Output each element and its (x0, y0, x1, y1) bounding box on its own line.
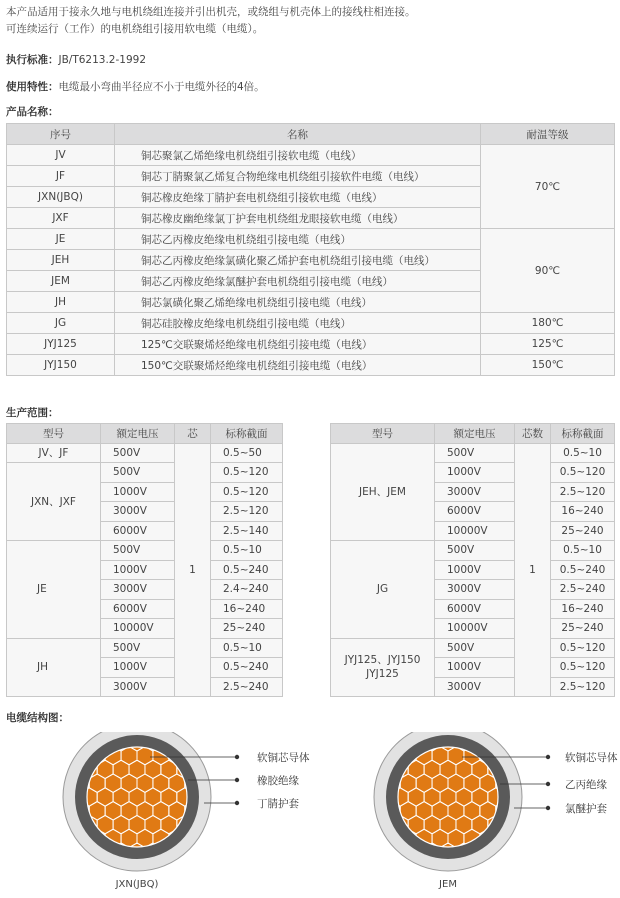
standard-label: 执行标准： (6, 54, 59, 66)
product-heading: 产品名称： (6, 106, 59, 118)
voltage-cell: 500V (101, 463, 175, 483)
voltage-cell: 3000V (435, 677, 515, 697)
structure-heading: 电缆结构图： (6, 712, 69, 724)
product-code: JE (7, 229, 115, 250)
standard-value: JB/T6213.2-1992 (58, 54, 147, 66)
section-cell: 25~240 (551, 619, 615, 639)
section-cell: 25~240 (551, 521, 615, 541)
model-line-1: JYJ125、JYJ150 (344, 654, 421, 667)
product-code: JV (7, 145, 115, 166)
voltage-cell: 1000V (101, 658, 175, 678)
section-cell: 2.4~240 (211, 580, 283, 600)
product-name: 铜芯聚氯乙烯绝缘电机绕组引接软电缆（电线） (115, 145, 481, 166)
intro-text (6, 4, 616, 38)
product-code: JH (7, 292, 115, 313)
label-insulation: 橡胶绝缘 (257, 775, 299, 787)
table-row (7, 355, 615, 376)
model-line-2: JYJ125 (366, 668, 399, 681)
voltage-cell: 6000V (435, 599, 515, 619)
header-core: 芯数 (515, 424, 551, 444)
section-cell: 0.5~50 (211, 443, 283, 463)
voltage-cell: 1000V (435, 658, 515, 678)
section-cell: 0.5~240 (551, 560, 615, 580)
product-code: JEH (7, 250, 115, 271)
section-cell: 2.5~240 (551, 580, 615, 600)
voltage-cell: 500V (101, 541, 175, 561)
section-cell: 0.5~10 (551, 541, 615, 561)
section-cell: 16~240 (551, 599, 615, 619)
model-cell: JE (7, 541, 101, 639)
voltage-cell: 500V (435, 443, 515, 463)
cable-left (63, 732, 211, 871)
section-cell: 2.5~140 (211, 521, 283, 541)
product-name: 铜芯硅胶橡皮绝缘电机绕组引接电缆（电线） (115, 313, 481, 334)
label-conductor: 软铜芯导体 (257, 752, 310, 764)
voltage-cell: 500V (101, 638, 175, 658)
header-section: 标称截面 (211, 424, 283, 444)
voltage-cell: 3000V (101, 502, 175, 522)
section-cell: 2.5~120 (211, 502, 283, 522)
section-cell: 0.5~10 (551, 443, 615, 463)
section-cell: 2.5~120 (551, 677, 615, 697)
range-header-row (7, 424, 283, 444)
voltage-cell: 1000V (435, 463, 515, 483)
section-cell: 25~240 (211, 619, 283, 639)
model-cell (331, 638, 435, 697)
header-voltage: 额定电压 (101, 424, 175, 444)
product-name: 铜芯橡皮幽绝缘氯丁护套电机绕组龙眼接软电缆（电线） (115, 208, 481, 229)
product-table (6, 123, 615, 376)
header-core: 芯 (175, 424, 211, 444)
label-sheath: 氯醚护套 (565, 803, 607, 815)
product-code: JXF (7, 208, 115, 229)
header-name: 名称 (115, 124, 481, 145)
product-code: JEM (7, 271, 115, 292)
voltage-cell: 10000V (435, 521, 515, 541)
caption-right: JEM (439, 879, 457, 890)
header-voltage: 额定电压 (435, 424, 515, 444)
section-cell: 0.5~10 (211, 638, 283, 658)
header-model: 型号 (7, 424, 101, 444)
usage-label: 使用特性： (6, 81, 59, 93)
section-cell: 16~240 (211, 599, 283, 619)
voltage-cell: 3000V (435, 580, 515, 600)
section-cell: 0.5~240 (211, 658, 283, 678)
voltage-cell: 3000V (101, 677, 175, 697)
product-name: 铜芯丁腈聚氯乙烯复合物绝缘电机绕组引接软件电缆（电线） (115, 166, 481, 187)
table-row (7, 638, 283, 658)
temp-rating: 150℃ (481, 355, 615, 376)
header-temp: 耐温等级 (481, 124, 615, 145)
product-code: JYJ150 (7, 355, 115, 376)
table-row (331, 443, 615, 463)
section-cell: 16~240 (551, 502, 615, 522)
section-cell: 0.5~120 (211, 463, 283, 483)
table-row (331, 638, 615, 658)
core-cell: 1 (175, 443, 211, 697)
range-table-right (330, 423, 615, 697)
voltage-cell: 10000V (435, 619, 515, 639)
range-heading: 生产范围： (6, 407, 59, 419)
header-serial: 序号 (7, 124, 115, 145)
product-name: 铜芯乙丙橡皮绝缘氯醚护套电机绕组引接电缆（电线） (115, 271, 481, 292)
header-model: 型号 (331, 424, 435, 444)
table-row (7, 541, 283, 561)
section-cell: 0.5~240 (211, 560, 283, 580)
product-code: JF (7, 166, 115, 187)
section-cell: 0.5~120 (211, 482, 283, 502)
intro-line-2: 可连续运行（工作）的电机绕组引接用软电缆（电缆）。 (6, 23, 264, 35)
voltage-cell: 1000V (101, 482, 175, 502)
voltage-cell: 6000V (435, 502, 515, 522)
label-insulation: 乙丙绝缘 (565, 779, 607, 791)
product-name: 150℃交联聚烯烃绝缘电机绕组引接电缆（电线） (115, 355, 481, 376)
cable-structure-diagram (0, 732, 620, 898)
cable-right (374, 732, 522, 871)
model-cell: JEH、JEM (331, 443, 435, 541)
table-row (7, 463, 283, 483)
section-cell: 0.5~10 (211, 541, 283, 561)
model-cell: JV、JF (7, 443, 101, 463)
temp-rating: 90℃ (481, 229, 615, 313)
voltage-cell: 10000V (101, 619, 175, 639)
section-cell: 2.5~240 (211, 677, 283, 697)
voltage-cell: 3000V (101, 580, 175, 600)
table-row (7, 313, 615, 334)
table-row (7, 443, 283, 463)
section-cell: 0.5~120 (551, 463, 615, 483)
voltage-cell: 1000V (435, 560, 515, 580)
voltage-cell: 500V (435, 638, 515, 658)
table-row (7, 229, 615, 250)
header-section: 标称截面 (551, 424, 615, 444)
table-row (331, 541, 615, 561)
section-cell: 2.5~120 (551, 482, 615, 502)
product-header-row (7, 124, 615, 145)
usage-value: 电缆最小弯曲半径应不小于电缆外径的4倍。 (58, 81, 265, 93)
range-table-left (6, 423, 283, 697)
product-name: 125℃交联聚烯烃绝缘电机绕组引接电缆（电线） (115, 334, 481, 355)
model-cell: JXN、JXF (7, 463, 101, 541)
voltage-cell: 500V (435, 541, 515, 561)
section-cell: 0.5~120 (551, 638, 615, 658)
product-name: 铜芯橡皮绝缘丁腈护套电机绕组引接软电缆（电线） (115, 187, 481, 208)
core-cell: 1 (515, 443, 551, 697)
standard-line (6, 52, 146, 67)
intro-line-1: 本产品适用于接永久地与电机绕组连接并引出机壳，或绕组与机壳体上的接线柱相连接。 (6, 6, 416, 18)
range-header-row (331, 424, 615, 444)
caption-left: JXN(JBQ) (115, 879, 159, 890)
label-conductor: 软铜芯导体 (565, 752, 618, 764)
product-code: JYJ125 (7, 334, 115, 355)
label-sheath: 丁腈护套 (257, 798, 299, 810)
section-cell: 0.5~120 (551, 658, 615, 678)
voltage-cell: 6000V (101, 521, 175, 541)
table-row (7, 145, 615, 166)
voltage-cell: 500V (101, 443, 175, 463)
product-code: JG (7, 313, 115, 334)
product-name: 铜芯氯磺化聚乙烯绝缘电机绕组引接电缆（电线） (115, 292, 481, 313)
product-name: 铜芯乙丙橡皮绝缘电机绕组引接电缆（电线） (115, 229, 481, 250)
product-name: 铜芯乙丙橡皮绝缘氯磺化聚乙烯护套电机绕组引接电缆（电线） (115, 250, 481, 271)
temp-rating: 70℃ (481, 145, 615, 229)
product-code: JXN(JBQ) (7, 187, 115, 208)
usage-line (6, 79, 265, 94)
model-cell: JG (331, 541, 435, 639)
voltage-cell: 6000V (101, 599, 175, 619)
voltage-cell: 1000V (101, 560, 175, 580)
temp-rating: 125℃ (481, 334, 615, 355)
temp-rating: 180℃ (481, 313, 615, 334)
table-row (7, 334, 615, 355)
model-cell: JH (7, 638, 101, 697)
voltage-cell: 3000V (435, 482, 515, 502)
